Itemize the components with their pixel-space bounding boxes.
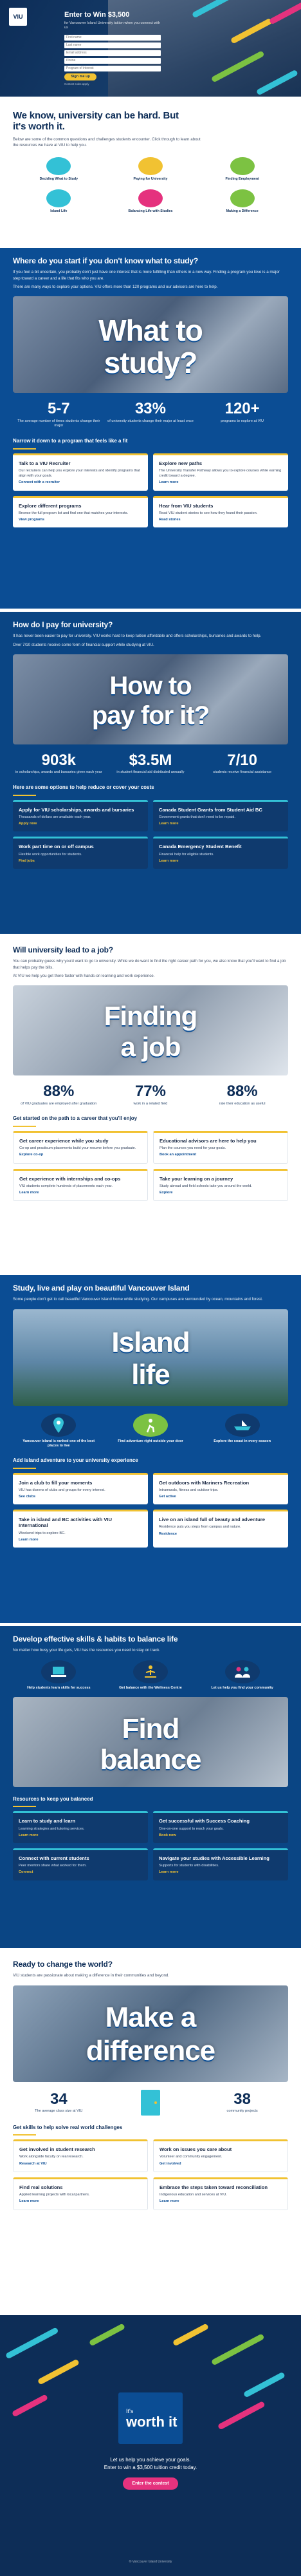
card: Educational advisors are here to help you Plan the courses you need for your goals. Book an appointment <box>153 1131 288 1164</box>
balance-photo <box>13 1697 288 1787</box>
island-photo <box>13 1309 288 1406</box>
submit-button[interactable]: Sign me up <box>64 73 96 80</box>
job-heading-2: a job <box>120 1032 181 1063</box>
difference-photo <box>13 1985 288 2082</box>
study-heading-1: What to <box>98 314 203 348</box>
cta-kicker: It's <box>126 2407 134 2414</box>
card: Take your learning on a journey Study abroad and field schools take you around the world. Explore <box>153 1169 288 1202</box>
cta-line-2: Enter to win a $3,500 tuition credit today. <box>104 2465 197 2470</box>
card-link[interactable]: Learn more <box>160 2199 179 2204</box>
card: Explore different programs Browse the full program list and find one that matches your interests. View programs <box>13 496 148 528</box>
divider <box>13 1126 36 1127</box>
card-link[interactable]: Explore co-op <box>19 1153 44 1157</box>
balance-cards <box>13 1811 288 1880</box>
balance-icon <box>138 189 163 207</box>
stat-number: 33% <box>134 400 166 418</box>
card: Work on issues you care about Volunteer and community engagement. Get involved <box>153 2139 288 2172</box>
stat-number: 120+ <box>224 400 260 418</box>
card: Live on an island full of beauty and adventure Residence puts you steps from campus and nature. Residence <box>153 1510 288 1548</box>
divider <box>13 448 36 450</box>
job-title: Will university lead to a job? <box>13 945 113 954</box>
location-pin-icon <box>41 1414 76 1437</box>
study-section <box>0 248 301 609</box>
footer-text: © Vancouver Island University <box>129 2560 172 2564</box>
study-cards <box>13 453 288 528</box>
card-link[interactable]: See clubs <box>19 1494 36 1499</box>
card: Canada Emergency Student Benefit Financial help for eligible students. Learn more <box>153 837 288 869</box>
card-link[interactable]: View programs <box>19 517 45 522</box>
card: Canada Student Grants from Student Aid BC Government grants that don't need to be repaid. Learn more <box>153 800 288 832</box>
pay-stats: 903k in scholarships, awards and bursaries given each year $3.5M in student financial aid distributed annually 7/10 students receive financial assistance <box>15 752 272 775</box>
card: Hear from VIU students Read VIU student stories to see how they found their passion. Read stories <box>153 496 288 528</box>
hero-subtitle: for Vancouver Island University tuition when you connect with us <box>64 21 161 30</box>
card-link[interactable]: Find jobs <box>19 858 35 863</box>
island-body: Some people don't get to call beautiful Vancouver Island home while studying. Our campuses are surrounded by ocean, mountains and forest. <box>13 1297 263 1302</box>
card: Get career experience while you study Co-op and practicum placements build your resume before you graduate. Explore co-op <box>13 1131 148 1164</box>
hero-title: Enter to Win $3,500 <box>64 11 130 19</box>
contest-fineprint[interactable]: Contest rules apply <box>64 82 89 86</box>
card-link[interactable]: Learn more <box>19 1190 39 1195</box>
money-icon <box>138 157 163 175</box>
intro-section <box>0 103 301 245</box>
study-stats: 5-7 The average number of times students change their major 33% of university students change their major at least once 120+ programs to explore at VIU <box>13 401 288 429</box>
card-link[interactable]: Explore <box>160 1190 173 1195</box>
card-link[interactable]: Learn more <box>19 1833 39 1837</box>
card: Find real solutions Applied learning projects with local partners. Learn more <box>13 2177 148 2210</box>
job-heading-1: Finding <box>104 1001 197 1032</box>
divider <box>13 1468 36 1469</box>
study-title: Where do you start if you don't know what to study? <box>13 256 198 265</box>
card-link[interactable]: Book an appointment <box>160 1153 197 1157</box>
community-icon <box>225 1660 260 1683</box>
hiker-icon <box>133 1414 168 1437</box>
card-link[interactable]: Get involved <box>160 2161 181 2166</box>
island-section <box>0 1275 301 1623</box>
card-link[interactable]: Learn more <box>159 1870 179 1875</box>
card: Learn to study and learn Learning strategies and tutoring services. Learn more <box>13 1811 148 1843</box>
difference-section <box>0 1951 301 2312</box>
study-heading-2: study? <box>104 346 197 380</box>
card: Talk to a VIU Recruiter Our recruiters can help you explore your interests and identify programs that align with your goals. Connect with a recruiter <box>13 453 148 491</box>
program-field[interactable] <box>64 66 161 71</box>
topic-difference[interactable]: Making a Difference <box>196 189 288 214</box>
job-cards <box>13 1131 288 1202</box>
pay-heading-1: How to <box>109 672 192 701</box>
island-icons: Vancouver Island is ranked one of the best places to live Find adventure right outside your door Explore the coast in every season <box>13 1414 288 1448</box>
topic-study[interactable]: Deciding What to Study <box>13 157 105 182</box>
cta-big: worth it <box>126 2414 178 2430</box>
study-subtitle: Narrow it down to a program that feels like a fit <box>13 438 128 444</box>
study-photo <box>13 296 288 393</box>
job-section <box>0 937 301 1272</box>
topic-balance[interactable]: Balancing Life with Studies <box>105 189 197 214</box>
viu-logo[interactable]: VIU <box>9 8 27 26</box>
pay-body-2: Over 7/10 students receive some form of financial support while studying at VIU. <box>13 642 154 647</box>
island-subtitle: Add island adventure to your university experience <box>13 1457 138 1464</box>
card-link[interactable]: Learn more <box>159 480 179 485</box>
cta-line-1: Let us help you achieve your goals. <box>110 2457 191 2463</box>
stat-number: 5-7 <box>47 400 70 418</box>
pay-heading-2: pay for it? <box>91 701 210 730</box>
balance-icons: Help students learn skills for success Get balance with the Wellness Centre Let us help you find your community <box>13 1660 288 1690</box>
briefcase-icon <box>230 157 255 175</box>
boat-icon <box>225 1414 260 1437</box>
pay-body: It has never been easier to pay for university. VIU works hard to keep tuition affordable and offers scholarships, bursaries and awards to help. <box>13 634 262 639</box>
card-link[interactable]: Connect <box>19 1870 33 1875</box>
difference-stats: 34 The average class size at VIU 38 community projects <box>13 2090 288 2116</box>
balance-heading-2: balance <box>100 1743 201 1776</box>
card: Embrace the steps taken toward reconciliation Indigenous education and services at VIU. Learn more <box>153 2177 288 2210</box>
balance-body: No matter how busy your life gets, VIU has the resources you need to stay on track. <box>13 1648 161 1653</box>
card: Work part time on or off campus Flexible work opportunities for students. Find jobs <box>13 837 148 869</box>
study-icon <box>46 157 71 175</box>
island-icon <box>46 189 71 207</box>
yoga-icon <box>133 1660 168 1683</box>
laptop-icon <box>41 1660 76 1683</box>
card-link[interactable]: Get active <box>159 1494 176 1499</box>
divider <box>13 1806 36 1807</box>
difference-body: VIU students are passionate about making a difference in their communities and beyond. <box>13 1973 170 1978</box>
card-link[interactable]: Research at VIU <box>19 2161 47 2166</box>
card-link[interactable]: Learn more <box>19 1537 39 1542</box>
difference-heading-1: Make a <box>105 2001 196 2033</box>
card: Apply for VIU scholarships, awards and bursaries Thousands of dollars are available each year. Apply now <box>13 800 148 832</box>
card-link[interactable]: Book now <box>159 1833 176 1837</box>
pay-title: How do I pay for university? <box>13 620 113 629</box>
hero-section <box>0 0 301 97</box>
card: Navigate your studies with Accessible Learning Supports for students with disabilities. Learn more <box>153 1848 288 1880</box>
worth-it-box <box>118 2392 183 2444</box>
card: Join a club to fill your moments VIU has dozens of clubs and groups for every interest. See clubs <box>13 1473 148 1505</box>
email-field[interactable] <box>64 50 161 56</box>
balance-title: Develop effective skills & habits to balance life <box>13 1634 178 1643</box>
balance-heading-1: Find <box>122 1712 179 1745</box>
job-photo <box>13 985 288 1075</box>
difference-title: Ready to change the world? <box>13 1960 113 1969</box>
card-link[interactable]: Learn more <box>19 2199 39 2204</box>
island-heading-1: Island <box>111 1326 190 1358</box>
pay-cards <box>13 800 288 869</box>
island-title: Study, live and play on beautiful Vancouver Island <box>13 1283 190 1293</box>
card: Get successful with Success Coaching One-on-one support to reach your goals. Book now <box>153 1811 288 1843</box>
topic-job[interactable]: Finding Employment <box>196 157 288 182</box>
study-body-2: There are many ways to explore your options. VIU offers more than 120 programs and our advisors are here to help. <box>13 285 218 290</box>
island-cards <box>13 1473 288 1548</box>
job-body: You can probably guess why you'd want to go to university. While we do want to find the right career path for you, we also know that you'll want to find a job that helps pay the bills. <box>13 959 286 970</box>
intro-title: We know, university can be hard. But it's worth it. <box>13 110 179 132</box>
door-icon <box>141 2090 160 2116</box>
pay-subtitle: Here are some options to help reduce or cover your costs <box>13 784 154 791</box>
difference-cards <box>13 2139 288 2210</box>
card: Connect with current students Peer mentors share what worked for them. Connect <box>13 1848 148 1880</box>
card: Explore new paths The University Transfer Pathway allows you to explore courses while earning credit toward a degree. Learn more <box>153 453 288 491</box>
card-link[interactable]: Read stories <box>159 517 181 522</box>
pay-section <box>0 612 301 934</box>
divider <box>13 795 36 796</box>
topic-island[interactable]: Island Life <box>13 189 105 214</box>
job-body-2: At VIU we help you get there faster with hands-on learning and work experience. <box>13 974 155 979</box>
topic-pay[interactable]: Paying for University <box>105 157 197 182</box>
card-link[interactable]: Residence <box>159 1531 177 1536</box>
cta-section <box>0 2315 301 2576</box>
card: Get involved in student research Work alongside faculty on real research. Research at VIU <box>13 2139 148 2172</box>
pay-photo <box>13 654 288 744</box>
job-subtitle: Get started on the path to a career that you'll enjoy <box>13 1115 138 1122</box>
last-name-field[interactable] <box>64 43 161 48</box>
entry-form <box>64 35 161 86</box>
divider <box>13 2134 36 2136</box>
card-link[interactable]: Apply now <box>19 821 37 826</box>
card: Get outdoors with Mariners Recreation Intramurals, fitness and outdoor trips. Get active <box>153 1473 288 1505</box>
balance-section <box>0 1626 301 1948</box>
card-link[interactable]: Learn more <box>159 858 179 863</box>
balance-subtitle: Resources to keep you balanced <box>13 1795 93 1802</box>
first-name-field[interactable] <box>64 35 161 41</box>
difference-heading-2: difference <box>86 2034 215 2067</box>
card-link[interactable]: Connect with a recruiter <box>19 480 60 485</box>
island-heading-2: life <box>131 1358 170 1390</box>
intro-body: Below are some of the common questions and challenges students encounter. Click through to learn about the resources we have at VIU to help you. <box>13 137 201 147</box>
card-link[interactable]: Learn more <box>159 821 179 826</box>
enter-contest-button[interactable]: Enter the contest <box>123 2477 178 2490</box>
card: Take in island and BC activities with VIU International Weekend trips to explore BC. Learn more <box>13 1510 148 1548</box>
phone-field[interactable] <box>64 58 161 64</box>
globe-icon <box>230 189 255 207</box>
card: Get experience with internships and co-ops VIU students complete hundreds of placements each year. Learn more <box>13 1169 148 1202</box>
difference-subtitle: Get skills to help solve real world challenges <box>13 2124 123 2130</box>
intro-topics <box>13 157 288 214</box>
study-body: If you feel a bit uncertain, you probably don't just have one interest that is more fulfilling than others in a new way. Finding a program you love is a major step toward a career and a life that fits who you are. <box>13 270 280 281</box>
job-stats: 88% of VIU graduates are employed after graduation 77% work in a related field 88% rate their education as useful <box>21 1083 266 1106</box>
